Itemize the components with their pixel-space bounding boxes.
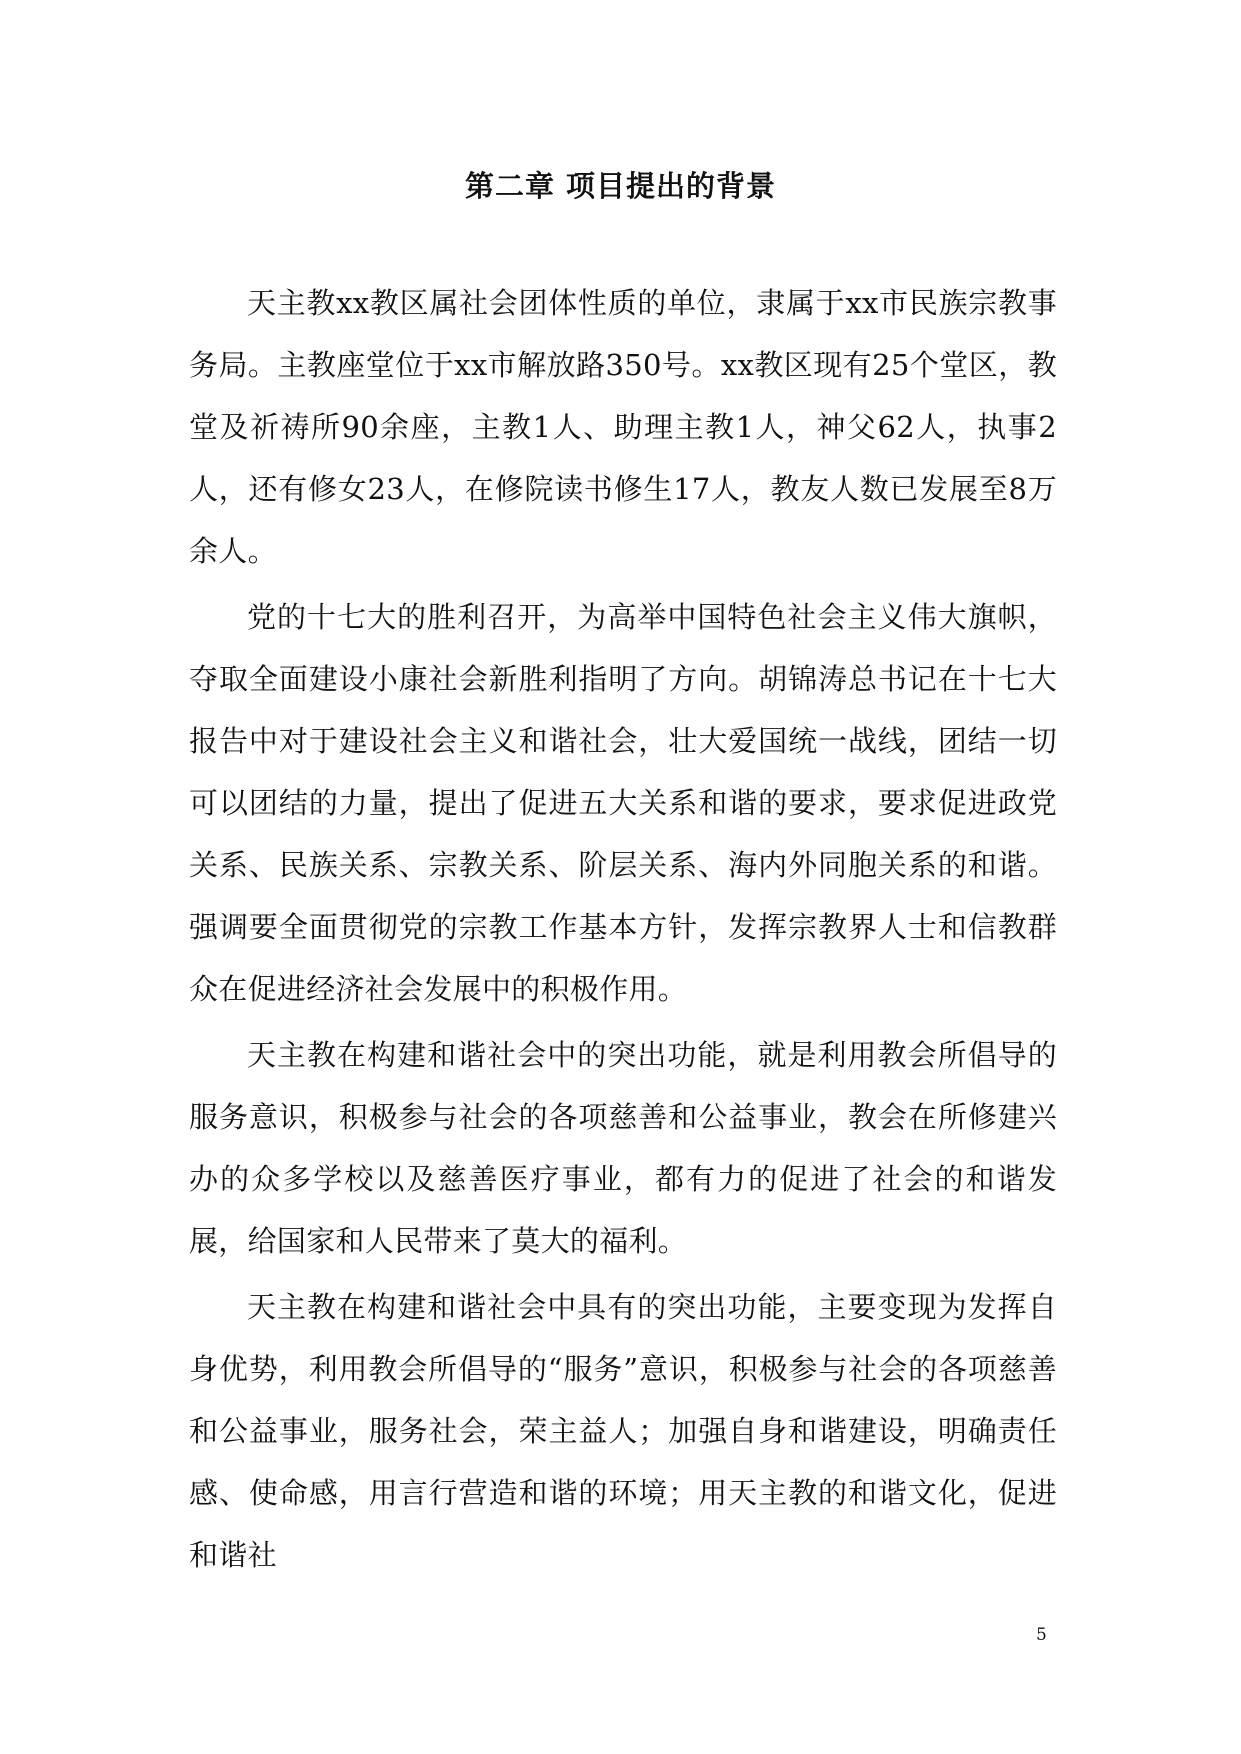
paragraph-harmony-role: 天主教在构建和谐社会中具有的突出功能，主要变现为发挥自身优势，利用教会所倡导的“服务”意识，积极参与社会的各项慈善和公益事业，服务社会，荣主益人；加强自身和谐建设，明确责任感、使命感，用言行营造和谐的环境；用天主教的和谐文化，促进和谐社	[189, 1290, 1057, 1572]
chapter-title: 第二章 项目提出的背景	[464, 169, 777, 203]
paragraph-diocese-overview: 天主教xx教区属社会团体性质的单位，隶属于xx市民族宗教事务局。主教座堂位于xx市解放路350号。xx教区现有25个堂区，教堂及祈祷所90余座，主教1人、助理主教1人，神父62人，执事2人，还有修女23人，在修院读书修生17人，教友人数已发展至8万余人。	[189, 286, 1057, 568]
paragraph-congress-background: 党的十七大的胜利召开，为高举中国特色社会主义伟大旗帜，夺取全面建设小康社会新胜利指明了方向。胡锦涛总书记在十七大报告中对于建设社会主义和谐社会，壮大爱国统一战线，团结一切可以团结的力量，提出了促进五大关系和谐的要求，要求促进政党关系、民族关系、宗教关系、阶层关系、海内外同胞关系的和谐。强调要全面贯彻党的宗教工作基本方针，发挥宗教界人士和信教群众在促进经济社会发展中的积极作用。	[189, 600, 1057, 1006]
paragraph-social-function: 天主教在构建和谐社会中的突出功能，就是利用教会所倡导的服务意识，积极参与社会的各项慈善和公益事业，教会在所修建兴办的众多学校以及慈善医疗事业，都有力的促进了社会的和谐发展，给国家和人民带来了莫大的福利。	[189, 1038, 1057, 1258]
page-number: 5	[1036, 1625, 1047, 1645]
body-text	[189, 272, 1057, 1590]
